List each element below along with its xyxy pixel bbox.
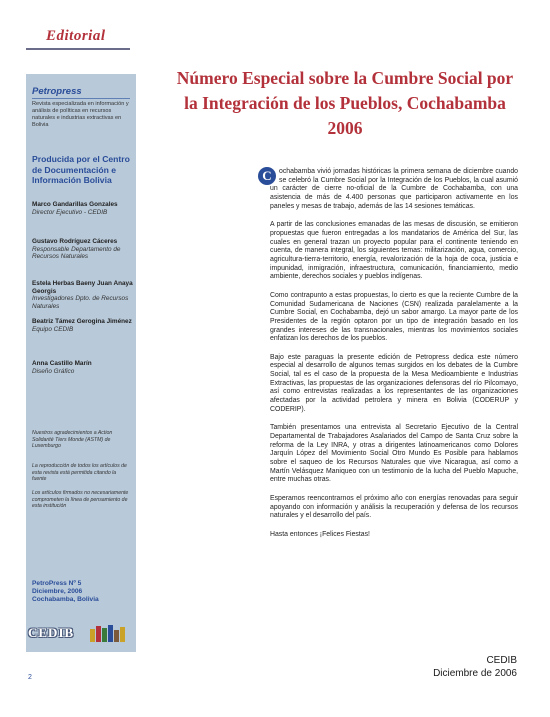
issue-number: PetroPress Nº 5 <box>32 580 82 587</box>
staff-entry <box>32 280 136 310</box>
article-body <box>262 168 518 550</box>
disclaimer-note: Los artículos firmados no necesariamente comprometen la línea de pensamiento de esta institución <box>32 490 129 509</box>
masthead-sidebar <box>26 74 136 652</box>
staff-names: Anna Castillo Marín <box>32 360 92 367</box>
staff-entry <box>32 360 136 375</box>
acknowledgement-note: Nuestros agradecimientos a Action Solidarité Tiers Monde (ASTM) de Luxemburgo <box>32 430 113 449</box>
brand-name: Petropress <box>32 86 82 97</box>
book-icon <box>114 630 119 642</box>
brand-divider <box>32 98 130 99</box>
book-icon <box>108 625 113 642</box>
reproduction-note: La reproducción de todos los artículos de esta revista está permitida citando la fuente <box>32 463 127 482</box>
issue-date: Diciembre, 2006 <box>32 588 83 596</box>
signoff <box>400 655 517 680</box>
staff-role: Equipo CEDIB <box>32 325 74 333</box>
article-paragraph: Como contrapunto a estas propuestas, lo cierto es que la reciente Cumbre de la Comunidad Sudamericana de Naciones (CSN) realizada paralelamente a la Cumbre Social, en Cochabamba, dejó un sabor amargo. La mayor parte de los Presidentes de la región optaron por un tipo de integración basado en los grandes intereses de las transnacionales, mientras los movimientos sociales enfatizan los derechos de los pueblos. <box>270 291 518 343</box>
article-paragraph: A partir de las conclusiones emanadas de las mesas de discusión, se emitieron propuestas que fueron entregadas a los mandatarios de América del Sur, las cuales en general trazan un proyecto popular para el continente teniendo en cuenta, de manera integral, los siguientes temas: militarización, agua, comercio, agricultura-tierra-territorio, energía, revalorización de la hoja de coca, justicia e impunidad, inmigración, infraestructura, comunicación, financiamiento, medio ambiente, derechos sociales y pueblos indígenas. <box>270 221 518 281</box>
staff-role: Diseño Gráfico <box>32 367 75 375</box>
article-closing: Hasta entonces ¡Felices Fiestas! <box>270 530 370 538</box>
article-paragraph: También presentamos una entrevista al Secretario Ejecutivo de la Central Departamental de Trabajadores Asalariados del Campo de Santa Cruz sobre la reforma de la Ley INRA, y otras a dirigentes latinoamericanos como Dolores Jarquín López del Movimiento Social Otro Mundo Es Posible para hablamos sobre el saqueo de los Recursos Naturales que vive Nicaragua, así como a Martín Velásquez Maniqueo con un testimonio de la lucha del Pueblo Mapuche, entre muchas otras. <box>270 424 518 484</box>
issue-info <box>32 580 136 605</box>
staff-role: Responsable Departamento de Recursos Naturales <box>32 245 121 261</box>
book-icon <box>102 628 107 642</box>
book-icon <box>96 626 101 642</box>
staff-names: Beatriz Támez Gerogina Jiménez <box>32 318 132 325</box>
article-paragraph <box>262 168 518 211</box>
logo-text: CEDIB <box>28 625 75 640</box>
section-header <box>26 28 130 52</box>
staff-names: Marco Gandarillas Gonzales <box>32 201 118 208</box>
section-rule <box>26 48 130 50</box>
page-number: 2 <box>28 674 32 681</box>
dropcap-letter: C <box>262 168 272 183</box>
staff-names: Estela Herbas Baeny Juan Anaya Georgis <box>32 280 133 295</box>
signoff-org: CEDIB <box>486 655 517 666</box>
paragraph-text: ochabamba vivió jornadas históricas la primera semana de diciembre cuando se celebró la Cumbre Social por la Integración de los Pueblos, la cual asumió un carácter de cierre no-oficial de la Cumbre de Cochabamba, con una asistencia de más de 4.400 personas que participaron activamente en los paneles y mesas de trabajo, además de las 14 sesiones temáticas. <box>270 168 518 210</box>
book-icon <box>90 629 95 642</box>
article-paragraph: Esperamos reencontrarnos el próximo año con energías renovadas para seguir apoyando con información y análisis la recuperación y defensa de los recursos naturales y el desarrollo del país. <box>270 495 518 520</box>
dropcap <box>258 167 276 185</box>
issue-place: Cochabamba, Bolivia <box>32 596 99 604</box>
cedib-logo <box>28 622 128 644</box>
book-icon <box>120 627 125 642</box>
staff-entry <box>32 238 136 261</box>
staff-role: Investigadores Dpto. de Recursos Naturales <box>32 295 129 310</box>
staff-entry <box>32 201 136 216</box>
section-label: Editorial <box>46 28 106 44</box>
staff-role: Director Ejecutivo - CEDIB <box>32 208 108 216</box>
brand-description: Revista especializada en información y análisis de políticas en recursos naturales e industrias extractivas en Bolivia <box>32 101 129 128</box>
publisher-credit: Producida por el Centro de Documentación e Información Bolivia <box>32 154 130 185</box>
staff-entry <box>32 318 136 333</box>
article-paragraph: Bajo este paraguas la presente edición de Petropress dedica este número especial al desarrollo de algunos temas surgidos en los debates de la Cumbre Social, tal es el caso de la propuesta de la Mesa Medioambiente e Industrias Extractivas, las propuestas de las organizaciones defensoras del río Pilcomayo, así como entrevistas realizadas a los representantes de las organizaciones afectadas por la actividad petrolera y minera en Bolivia (CODERUP y CODERIP). <box>270 353 518 413</box>
signoff-date: Diciembre de 2006 <box>433 667 517 679</box>
staff-names: Gustavo Rodríguez Cáceres <box>32 238 118 245</box>
article-title: Número Especial sobre la Cumbre Social por la Integración de los Pueblos, Cochabamba 2006 <box>176 68 514 138</box>
